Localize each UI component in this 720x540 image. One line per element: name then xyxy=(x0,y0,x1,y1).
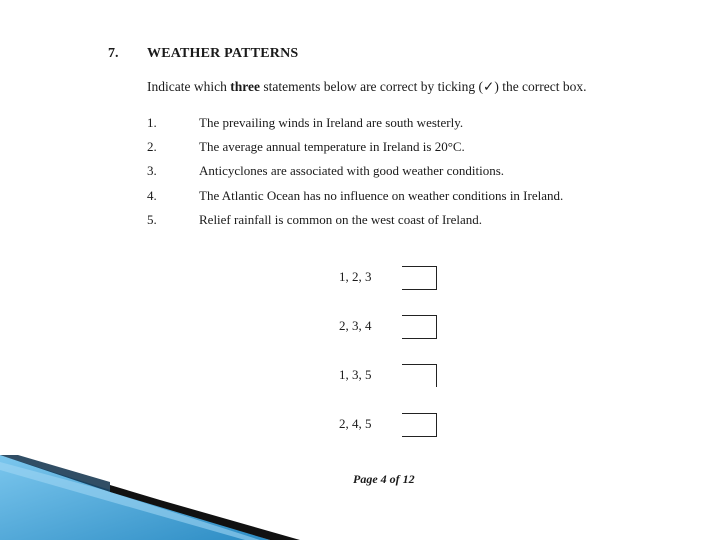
answer-option-2 xyxy=(339,315,439,341)
tick-box[interactable] xyxy=(402,364,437,387)
statement-5 xyxy=(147,212,627,230)
statement-number: 5. xyxy=(147,212,157,227)
option-label: 2, 4, 5 xyxy=(339,416,372,431)
statement-3 xyxy=(147,163,627,181)
tick-box[interactable] xyxy=(402,266,437,290)
tick-box[interactable] xyxy=(402,413,437,437)
statement-text: The Atlantic Ocean has no influence on weather conditions in Ireland. xyxy=(199,188,564,203)
statement-1 xyxy=(147,115,627,133)
question-number: 7. xyxy=(108,46,119,61)
page-number: Page 4 of 12 xyxy=(353,472,415,486)
answer-option-3 xyxy=(339,364,439,390)
statement-number: 2. xyxy=(147,139,157,154)
tick-box[interactable] xyxy=(402,315,437,339)
statement-number: 1. xyxy=(147,115,157,130)
statement-text: Relief rainfall is common on the west coast of Ireland. xyxy=(199,212,483,227)
statement-2 xyxy=(147,139,627,157)
statement-text: The average annual temperature in Ireland is 20°C. xyxy=(199,139,465,154)
option-label: 2, 3, 4 xyxy=(339,318,372,333)
statement-text: The prevailing winds in Ireland are south westerly. xyxy=(199,115,464,130)
question-title: WEATHER PATTERNS xyxy=(147,46,299,61)
instruction-text: Indicate which three statements below are correct by ticking (✓) the correct box. xyxy=(147,79,587,94)
statement-4 xyxy=(147,188,627,206)
statement-text: Anticyclones are associated with good weather conditions. xyxy=(199,163,505,178)
statement-number: 4. xyxy=(147,188,157,203)
statement-number: 3. xyxy=(147,163,157,178)
answer-option-4 xyxy=(339,413,439,439)
option-label: 1, 2, 3 xyxy=(339,269,372,284)
option-label: 1, 3, 5 xyxy=(339,367,372,382)
answer-option-1 xyxy=(339,266,439,292)
